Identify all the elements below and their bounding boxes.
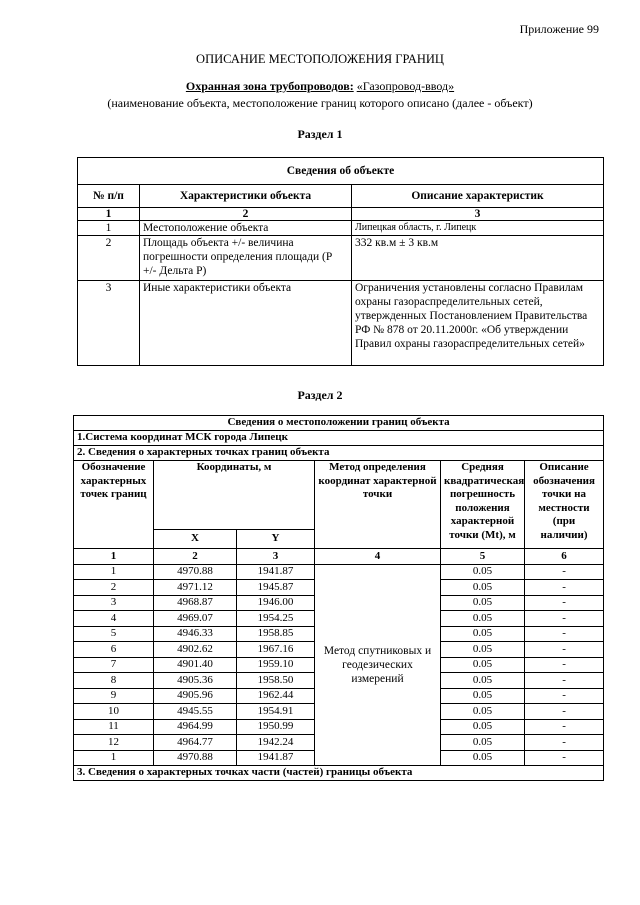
point-id: 8 (74, 673, 154, 689)
table-row (74, 564, 604, 580)
col-header-method: Метод определения координат характерной точки (315, 461, 441, 549)
point-error: 0.05 (441, 580, 525, 596)
col-header-y: Y (237, 530, 315, 549)
col-number: 6 (525, 549, 604, 565)
col-number: 2 (140, 208, 352, 221)
point-error: 0.05 (441, 564, 525, 580)
point-description: - (525, 642, 604, 658)
point-x: 4946.33 (154, 626, 237, 642)
point-y: 1941.87 (237, 564, 315, 580)
row-characteristic: Иные характеристики объекта (140, 281, 352, 366)
point-id: 1 (74, 750, 154, 766)
point-y: 1941.87 (237, 750, 315, 766)
point-y: 1958.85 (237, 626, 315, 642)
point-description: - (525, 735, 604, 751)
col-header-number: № п/п (78, 185, 140, 208)
col-number: 2 (154, 549, 237, 565)
point-x: 4970.88 (154, 750, 237, 766)
point-id: 4 (74, 611, 154, 627)
point-error: 0.05 (441, 688, 525, 704)
table-row (78, 236, 604, 281)
point-description: - (525, 580, 604, 596)
zone-value: «Газопровод-ввод» (356, 79, 455, 93)
table-row (78, 281, 604, 366)
point-y: 1942.24 (237, 735, 315, 751)
col-number: 1 (78, 208, 140, 221)
point-description: - (525, 719, 604, 735)
point-x: 4964.99 (154, 719, 237, 735)
col-header-point: Обозначение характерных точек границ (74, 461, 154, 549)
point-y: 1967.16 (237, 642, 315, 658)
point-description: - (525, 595, 604, 611)
zone-label: Охранная зона трубопроводов: (185, 79, 354, 93)
point-description: - (525, 564, 604, 580)
table-title: Сведения об объекте (78, 158, 604, 185)
point-error: 0.05 (441, 595, 525, 611)
point-id: 6 (74, 642, 154, 658)
col-header-point-description: Описание обозначения точки на местности (при наличии) (525, 461, 604, 549)
point-id: 11 (74, 719, 154, 735)
point-error: 0.05 (441, 719, 525, 735)
point-error: 0.05 (441, 673, 525, 689)
point-y: 1959.10 (237, 657, 315, 673)
point-description: - (525, 626, 604, 642)
col-number: 3 (352, 208, 604, 221)
point-y: 1945.87 (237, 580, 315, 596)
table-row (78, 221, 604, 236)
col-header-characteristic: Характеристики объекта (140, 185, 352, 208)
point-error: 0.05 (441, 626, 525, 642)
row-description: 332 кв.м ± 3 кв.м (352, 236, 604, 281)
boundary-location-table (73, 415, 604, 781)
col-number: 1 (74, 549, 154, 565)
point-y: 1958.50 (237, 673, 315, 689)
point-x: 4971.12 (154, 580, 237, 596)
point-error: 0.05 (441, 611, 525, 627)
col-number: 5 (441, 549, 525, 565)
point-id: 7 (74, 657, 154, 673)
point-x: 4968.87 (154, 595, 237, 611)
appendix-number: Приложение 99 (519, 22, 599, 36)
point-id: 1 (74, 564, 154, 580)
point-x: 4902.62 (154, 642, 237, 658)
point-description: - (525, 688, 604, 704)
point-description: - (525, 673, 604, 689)
point-id: 9 (74, 688, 154, 704)
section1-heading: Раздел 1 (297, 127, 343, 141)
points-heading: 2. Сведения о характерных точках границ объекта (74, 446, 604, 461)
point-description: - (525, 657, 604, 673)
coordinate-system: 1.Система координат МСК города Липецк (74, 431, 604, 446)
table-title: Сведения о местоположении границ объекта (74, 416, 604, 431)
row-description: Ограничения установлены согласно Правилам охраны газораспределительных сетей, утвержденных Постановлением Правительства РФ № 878 от 20.11.2000г. «Об утверждении Правил охраны газораспределительных сетей» (352, 281, 604, 366)
point-y: 1954.91 (237, 704, 315, 720)
point-y: 1950.99 (237, 719, 315, 735)
point-description: - (525, 611, 604, 627)
col-header-x: X (154, 530, 237, 549)
point-error: 0.05 (441, 657, 525, 673)
col-header-coords: Координаты, м (154, 461, 315, 530)
col-number: 3 (237, 549, 315, 565)
row-number: 1 (78, 221, 140, 236)
parts-heading: 3. Сведения о характерных точках части (частей) границы объекта (74, 766, 604, 781)
zone-line (0, 79, 640, 94)
point-x: 4905.96 (154, 688, 237, 704)
point-error: 0.05 (441, 704, 525, 720)
row-description: Липецкая область, г. Липецк (352, 221, 604, 236)
point-error: 0.05 (441, 642, 525, 658)
point-id: 5 (74, 626, 154, 642)
point-id: 12 (74, 735, 154, 751)
point-x: 4945.55 (154, 704, 237, 720)
point-x: 4970.88 (154, 564, 237, 580)
point-x: 4969.07 (154, 611, 237, 627)
row-number: 2 (78, 236, 140, 281)
document-title: ОПИСАНИЕ МЕСТОПОЛОЖЕНИЯ ГРАНИЦ (196, 52, 444, 66)
row-characteristic: Площадь объекта +/- величина погрешности определения площади (P +/- Дельта P) (140, 236, 352, 281)
point-x: 4964.77 (154, 735, 237, 751)
point-id: 3 (74, 595, 154, 611)
point-y: 1962.44 (237, 688, 315, 704)
measurement-method: Метод спутниковых и геодезических измерений (315, 564, 441, 766)
object-info-table (77, 157, 604, 366)
point-id: 2 (74, 580, 154, 596)
point-error: 0.05 (441, 750, 525, 766)
col-header-error: Средняя квадратическая погрешность положения характерной точки (Mt), м (441, 461, 525, 549)
point-error: 0.05 (441, 735, 525, 751)
point-description: - (525, 750, 604, 766)
point-y: 1946.00 (237, 595, 315, 611)
row-number: 3 (78, 281, 140, 366)
zone-note: (наименование объекта, местоположение границ которого описано (далее - объект) (107, 96, 533, 110)
col-header-description: Описание характеристик (352, 185, 604, 208)
point-y: 1954.25 (237, 611, 315, 627)
point-description: - (525, 704, 604, 720)
point-x: 4901.40 (154, 657, 237, 673)
point-id: 10 (74, 704, 154, 720)
point-x: 4905.36 (154, 673, 237, 689)
section2-heading: Раздел 2 (297, 388, 343, 402)
row-characteristic: Местоположение объекта (140, 221, 352, 236)
col-number: 4 (315, 549, 441, 565)
